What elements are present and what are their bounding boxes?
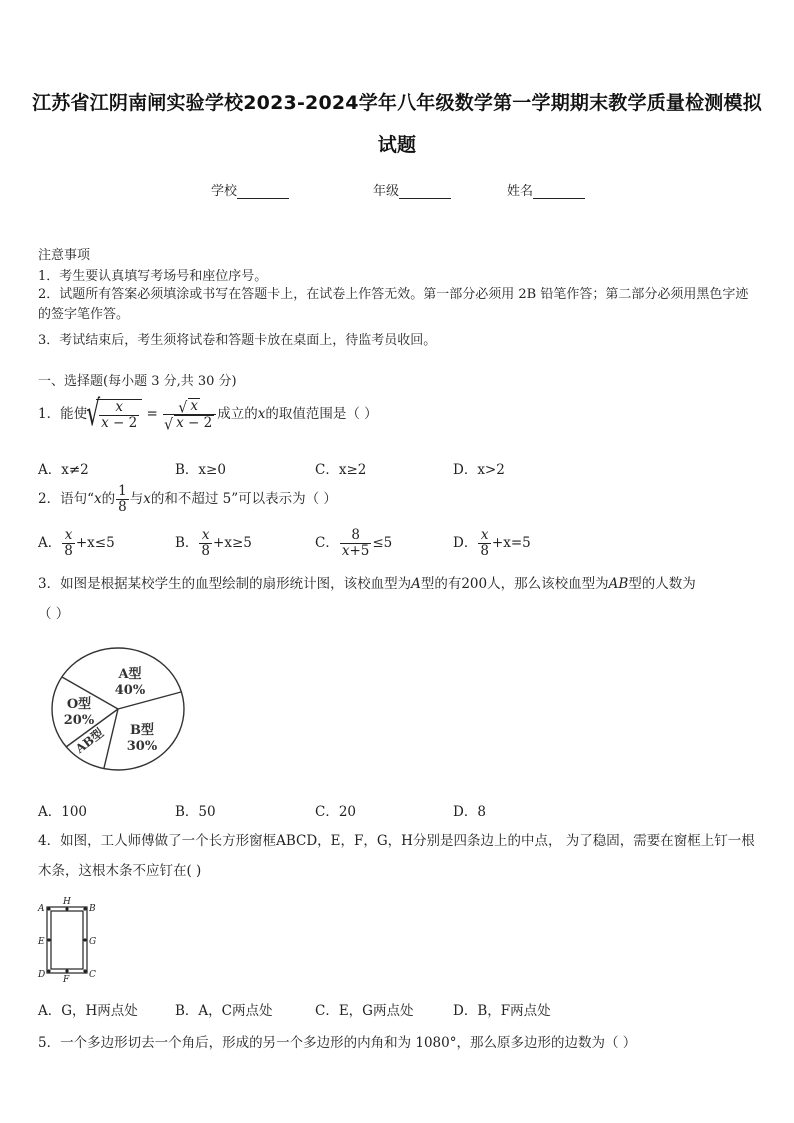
q2-option-d-label: D． (453, 535, 478, 551)
school-label: 学校 (211, 184, 238, 199)
pie-pct-b: 30% (126, 739, 158, 754)
q2-option-c-tail: ≤5 (372, 535, 393, 551)
frame-inner (51, 911, 83, 969)
q1-option-c[interactable]: C．x≥2 (315, 462, 367, 478)
q3-var-a: A (411, 576, 421, 592)
notice-heading: 注意事项 (38, 248, 91, 263)
question-1: 1．能使 √ $\frac{x}{x - 2}$ = √ x √ x − 2 成立的x的取值范围是（ ） (38, 398, 378, 431)
name-blank[interactable] (533, 185, 585, 199)
point-g (83, 938, 86, 941)
question-2 (38, 484, 337, 515)
q2-option-b[interactable]: B． $\frac{x}{8}$ +x≥5 (175, 527, 252, 559)
q2-option-b-tail: +x≥5 (213, 535, 252, 551)
q2-fraction (116, 484, 129, 515)
q3-text-a: 3．如图是根据某校学生的血型绘制的扇形统计图，该校血型为 (38, 576, 412, 592)
point-c (83, 969, 86, 972)
window-frame-figure (34, 896, 104, 982)
point-d (47, 969, 50, 972)
label-e: E (38, 937, 45, 947)
q1-tail: 的取值范围是（ ） (265, 406, 378, 422)
q2-var1: x (94, 491, 102, 507)
q2-option-a-label: A． (38, 535, 62, 551)
q3-var-ab: AB (608, 576, 629, 592)
notice-item-2: 2．试题所有答案必须填涂或书写在答题卡上，在试卷上作答无效。第一部分必须用 2B 铅笔作答；第二部分必须用黑色字迹的签字笔作答。 (38, 287, 749, 322)
q1-frac-right: √ x √ x − 2 (163, 398, 216, 431)
q1-prefix: 1．能使 (38, 406, 88, 422)
label-a: A (38, 904, 45, 914)
q3-paren: （ ） (38, 606, 70, 622)
question-4: 4．如图，工人师傅做了一个长方形窗框ABCD，E，F，G，H分别是四条边上的中点， 为了稳固，需要在窗框上钉一根木条，这根木条不应钉在( ) (38, 833, 755, 879)
q3-option-a[interactable]: A．100 (38, 804, 88, 820)
point-f (65, 969, 68, 972)
q3-text-c: 型的人数为 (628, 576, 696, 592)
point-a (47, 907, 50, 910)
label-b: B (89, 904, 96, 914)
blood-type-pie-chart (50, 646, 186, 772)
q2-option-b-label: B． (175, 535, 199, 551)
frame-outer (47, 907, 87, 973)
q2-option-a[interactable]: A． $\frac{x}{8}$ +x≤5 (38, 527, 115, 559)
label-g: G (89, 937, 97, 947)
q4-option-a[interactable]: A．G，H两点处 (38, 1003, 138, 1019)
q2-mid1: 的 (101, 491, 116, 507)
notice-item-1: 1．考生要认真填写考场号和座位序号。 (38, 269, 268, 284)
q2-option-d-tail: +x=5 (491, 535, 531, 551)
q2-prefix: 2．语句“ (38, 491, 94, 507)
section-heading: 一、选择题(每小题 3 分,共 30 分) (38, 374, 237, 389)
pie-label-b: B型 (130, 723, 154, 738)
label-h: H (63, 897, 71, 907)
pie-label-ab: AB型 (72, 725, 107, 757)
q2-frac-den: 8 (118, 499, 127, 515)
exam-title-line2: 试题 (377, 134, 417, 156)
question-5: 5．一个多边形切去一个角后，形成的另一个多边形的内角和为 1080°，那么原多边形的边数为（ ） (38, 1035, 637, 1051)
q2-option-c[interactable]: C． $\frac{8}{x+5}$ ≤5 (315, 527, 393, 559)
pie-label-a: A型 (118, 667, 142, 682)
notice-item-3: 3．考试结束后，考生须将试卷和答题卡放在桌面上，待监考员收回。 (38, 333, 437, 348)
q2-var2: x (143, 491, 151, 507)
exam-title-line1: 江苏省江阴南闸实验学校2023-2024学年八年级数学第一学期期末教学质量检测模拟 (32, 92, 762, 114)
q2-option-a-tail: +x≤5 (75, 535, 115, 551)
name-field[interactable] (507, 180, 585, 199)
q3-text-b: 型的有200人，那么该校血型为 (420, 576, 609, 592)
q3-option-c[interactable]: C．20 (315, 804, 357, 820)
q2-tail: 的和不超过 5”可以表示为（ ） (150, 491, 337, 507)
name-label: 姓名 (507, 184, 534, 199)
q3-option-b[interactable]: B．50 (175, 804, 216, 820)
q2-option-d[interactable]: D． $\frac{x}{8}$ +x=5 (453, 527, 531, 559)
grade-label: 年级 (373, 184, 400, 199)
grade-blank[interactable] (399, 185, 451, 199)
pie-pct-a: 40% (114, 683, 146, 698)
q1-suffix: 成立的 (217, 406, 258, 422)
q4-option-d[interactable]: D．B，F两点处 (453, 1003, 551, 1019)
label-d: D (38, 970, 46, 980)
school-field[interactable] (211, 180, 289, 199)
q1-option-b[interactable]: B．x≥0 (175, 462, 226, 478)
q2-option-c-label: C． (315, 535, 339, 551)
q4-option-c[interactable]: C．E，G两点处 (315, 1003, 414, 1019)
question-3 (38, 572, 696, 592)
pie-label-o: O型 (66, 697, 92, 712)
q1-var: x (257, 406, 266, 422)
label-f: F (63, 975, 70, 982)
q1-option-d[interactable]: D．x>2 (453, 462, 505, 478)
q2-mid2: 与 (129, 491, 144, 507)
school-blank[interactable] (237, 185, 289, 199)
q3-option-d[interactable]: D．8 (453, 804, 486, 820)
point-e (47, 938, 50, 941)
q1-sqrt-left: √ $\frac{x}{x - 2}$ (87, 399, 142, 431)
q2-frac-num: 1 (118, 483, 127, 499)
q4-option-b[interactable]: B．A，C两点处 (175, 1003, 273, 1019)
label-c: C (89, 970, 96, 980)
point-b (83, 907, 86, 910)
point-h (65, 907, 68, 910)
grade-field[interactable] (373, 180, 451, 199)
pie-pct-o: 20% (63, 713, 95, 728)
q1-option-a[interactable]: A．x≠2 (38, 462, 89, 478)
